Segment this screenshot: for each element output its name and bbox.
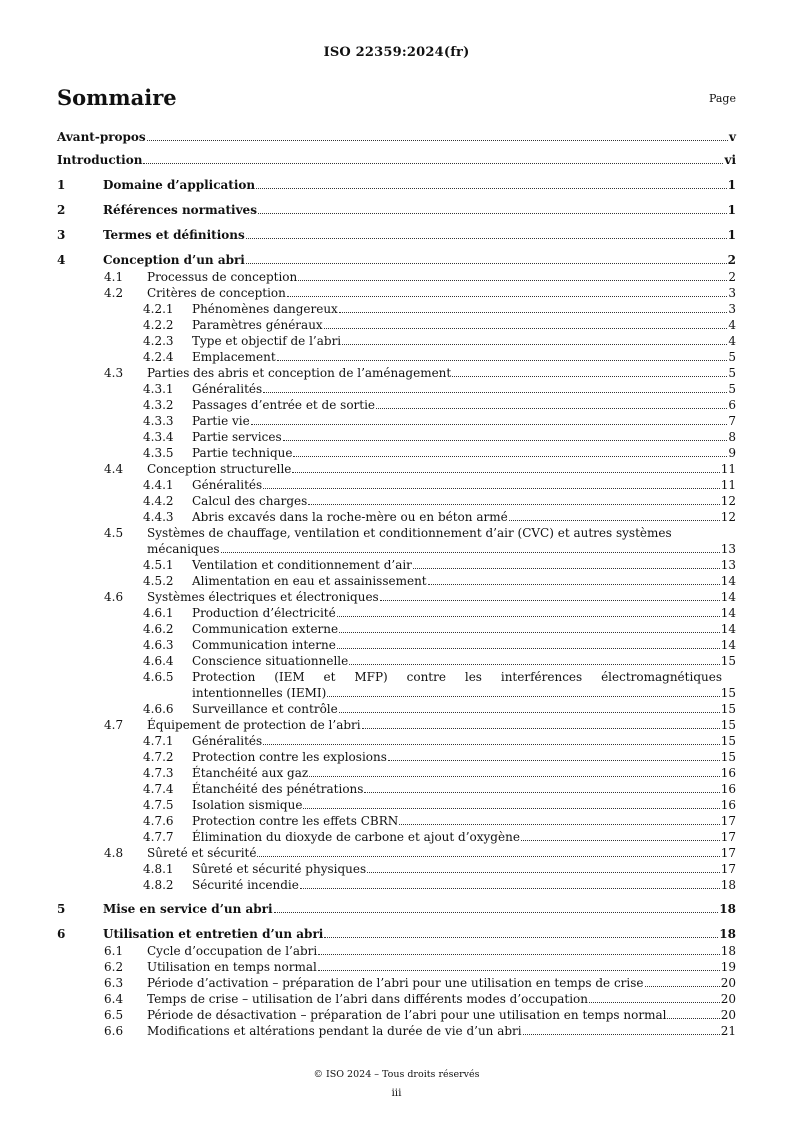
copyright-footer: © ISO 2024 – Tous droits réservés bbox=[313, 1069, 480, 1080]
toc-entry-page: 3 bbox=[728, 286, 736, 300]
toc-entry-number: 4 bbox=[57, 253, 66, 267]
toc-entry-title: Alimentation en eau et assainissement bbox=[192, 574, 427, 588]
toc-entry-title: Passages d’entrée et de sortie bbox=[192, 398, 376, 412]
toc-entry-page: 14 bbox=[720, 606, 736, 620]
toc-entry[interactable] bbox=[57, 493, 736, 509]
toc-entry-title: Partie services bbox=[192, 430, 282, 444]
toc-entry[interactable] bbox=[57, 333, 736, 349]
toc-entry-page: 20 bbox=[720, 976, 736, 990]
toc-entry-number: 4.6.1 bbox=[143, 606, 174, 620]
toc-entry[interactable] bbox=[57, 845, 736, 861]
toc-dot-leader bbox=[246, 237, 727, 239]
toc-entry-number: 4.6.6 bbox=[143, 702, 174, 716]
toc-entry[interactable] bbox=[57, 226, 736, 244]
toc-entry[interactable] bbox=[57, 557, 736, 573]
toc-entry-number: 4.7.4 bbox=[143, 782, 174, 796]
toc-entry-title: Ventilation et conditionnement d’air bbox=[192, 558, 412, 572]
toc-entry-page: 17 bbox=[720, 830, 736, 844]
toc-dot-leader bbox=[283, 439, 728, 441]
toc-entry-number: 2 bbox=[57, 203, 66, 217]
toc-entry-title: Généralités bbox=[192, 382, 263, 396]
toc-dot-leader bbox=[251, 423, 728, 425]
toc-dot-leader bbox=[287, 295, 727, 297]
toc-entry-number: 4.5 bbox=[104, 526, 124, 540]
toc-entry[interactable] bbox=[57, 797, 736, 813]
toc-entry-page: 1 bbox=[727, 228, 736, 242]
toc-entry[interactable] bbox=[57, 717, 736, 733]
toc-entry-page: 1 bbox=[727, 203, 736, 217]
toc-dot-leader bbox=[292, 471, 719, 473]
toc-entry-title: Phénomènes dangereux bbox=[192, 302, 338, 316]
toc-entry-number: 5 bbox=[57, 902, 66, 916]
toc-entry-title: Généralités bbox=[192, 478, 263, 492]
toc-dot-leader bbox=[258, 212, 727, 214]
toc-entry-number: 4.2.3 bbox=[143, 334, 174, 348]
toc-entry-title: Utilisation en temps normal bbox=[147, 960, 317, 974]
toc-entry[interactable] bbox=[57, 653, 736, 669]
toc-entry-number: 4.5.1 bbox=[143, 558, 174, 572]
toc-entry-title-continued: intentionnelles (IEMI) bbox=[192, 686, 327, 700]
toc-entry-title: Abris excavés dans la roche-mère ou en béton armé bbox=[192, 510, 508, 524]
toc-entry[interactable] bbox=[57, 959, 736, 975]
toc-dot-leader bbox=[337, 647, 720, 649]
page-column-label: Page bbox=[708, 92, 736, 105]
toc-entry-title: Emplacement bbox=[192, 350, 276, 364]
toc-entry-title: Surveillance et contrôle bbox=[192, 702, 338, 716]
toc-dot-leader bbox=[376, 407, 727, 409]
toc-entry-number: 4.8 bbox=[104, 846, 124, 860]
toc-entry-page: 7 bbox=[728, 414, 736, 428]
toc-entry[interactable] bbox=[57, 1007, 736, 1023]
toc-dot-leader bbox=[263, 743, 720, 745]
toc-entry-page: 17 bbox=[720, 862, 736, 876]
toc-entry[interactable] bbox=[57, 975, 736, 991]
toc-entry-number: 4.7.6 bbox=[143, 814, 174, 828]
toc-entry-title: Type et objectif de l’abri bbox=[192, 334, 342, 348]
toc-entry-page: 6 bbox=[728, 398, 736, 412]
toc-entry-page: 13 bbox=[720, 558, 736, 572]
toc-entry[interactable] bbox=[57, 589, 736, 605]
toc-entry-page: 20 bbox=[720, 1008, 736, 1022]
toc-entry-page: 11 bbox=[720, 462, 736, 476]
toc-entry-page: 15 bbox=[720, 750, 736, 764]
toc-dot-leader bbox=[388, 759, 720, 761]
toc-dot-leader bbox=[337, 615, 720, 617]
toc-entry-number: 4.2.1 bbox=[143, 302, 174, 316]
toc-entry-page: 17 bbox=[720, 846, 736, 860]
toc-entry-title-continued: mécaniques bbox=[147, 542, 220, 556]
toc-entry-title: Période d’activation – préparation de l’abri pour une utilisation en temps de crise bbox=[147, 976, 644, 990]
toc-entry[interactable] bbox=[57, 461, 736, 477]
toc-entry[interactable] bbox=[57, 128, 736, 146]
toc-dot-leader bbox=[263, 487, 720, 489]
toc-entry-title: Période de désactivation – préparation de l’abri pour une utilisation en temps normal bbox=[147, 1008, 667, 1022]
toc-dot-leader bbox=[523, 1033, 720, 1035]
toc-entry-number: 1 bbox=[57, 178, 66, 192]
toc-entry-number: 4.6 bbox=[104, 590, 124, 604]
toc-entry[interactable] bbox=[57, 749, 736, 765]
toc-dot-leader bbox=[413, 567, 720, 569]
document-header: ISO 22359:2024(fr) bbox=[323, 45, 470, 60]
toc-entry-title: Processus de conception bbox=[147, 270, 298, 284]
toc-entry[interactable] bbox=[57, 445, 736, 461]
toc-entry-number: 4.4.2 bbox=[143, 494, 174, 508]
toc-entry-page: 5 bbox=[728, 382, 736, 396]
toc-entry[interactable] bbox=[57, 991, 736, 1007]
toc-dot-leader bbox=[342, 343, 727, 345]
toc-entry-page: 12 bbox=[720, 494, 736, 508]
toc-entry-number: 4.7.1 bbox=[143, 734, 174, 748]
toc-entry-number: 4.4 bbox=[104, 462, 124, 476]
toc-dot-leader bbox=[147, 139, 728, 141]
toc-entry-title: Sûreté et sécurité physiques bbox=[192, 862, 367, 876]
toc-entry-title: Domaine d’application bbox=[103, 178, 256, 192]
toc-dot-leader bbox=[298, 279, 727, 281]
toc-entry-number: 4.8.2 bbox=[143, 878, 174, 892]
toc-entry-page: v bbox=[729, 130, 736, 144]
toc-dot-leader bbox=[428, 583, 720, 585]
toc-entry[interactable] bbox=[57, 176, 736, 194]
toc-dot-leader bbox=[364, 791, 719, 793]
toc-entry-page: 15 bbox=[720, 734, 736, 748]
toc-dot-leader bbox=[143, 162, 723, 164]
toc-dot-leader bbox=[318, 953, 719, 955]
toc-entry[interactable] bbox=[57, 349, 736, 365]
toc-dot-leader bbox=[300, 887, 720, 889]
toc-entry-page: 14 bbox=[720, 622, 736, 636]
toc-entry[interactable] bbox=[57, 151, 736, 169]
toc-entry-page: vi bbox=[724, 153, 736, 167]
toc-dot-leader bbox=[521, 839, 720, 841]
toc-entry-title: Communication externe bbox=[192, 622, 339, 636]
toc-dot-leader bbox=[324, 936, 718, 938]
toc-dot-leader bbox=[589, 1001, 720, 1003]
toc-entry[interactable] bbox=[57, 943, 736, 959]
toc-entry-number: 6.4 bbox=[104, 992, 124, 1006]
toc-dot-leader bbox=[293, 455, 727, 457]
toc-dot-leader bbox=[380, 599, 720, 601]
toc-entry-number: 4.7.3 bbox=[143, 766, 174, 780]
toc-dot-leader bbox=[339, 311, 728, 313]
toc-entry-number: 4.4.1 bbox=[143, 478, 174, 492]
toc-entry-title: Critères de conception bbox=[147, 286, 286, 300]
toc-entry-title: Introduction bbox=[57, 153, 143, 167]
toc-entry[interactable] bbox=[57, 813, 736, 829]
toc-entry-title: Termes et définitions bbox=[103, 228, 245, 242]
toc-dot-leader bbox=[362, 727, 720, 729]
toc-entry-number: 4.6.2 bbox=[143, 622, 174, 636]
toc-entry[interactable] bbox=[57, 669, 736, 701]
toc-entry-title: Partie vie bbox=[192, 414, 250, 428]
toc-dot-leader bbox=[308, 503, 719, 505]
toc-entry-title: Conception d’un abri bbox=[103, 253, 245, 267]
toc-dot-leader bbox=[277, 359, 728, 361]
toc-entry-page: 14 bbox=[720, 574, 736, 588]
toc-entry[interactable] bbox=[57, 285, 736, 301]
toc-entry-title: Protection contre les effets CBRN bbox=[192, 814, 399, 828]
toc-entry-page: 9 bbox=[728, 446, 736, 460]
toc-entry-page: 20 bbox=[720, 992, 736, 1006]
toc-dot-leader bbox=[645, 985, 720, 987]
toc-entry-title: Avant-propos bbox=[57, 130, 146, 144]
toc-entry-title: Sûreté et sécurité bbox=[147, 846, 257, 860]
toc-entry-page: 13 bbox=[720, 542, 736, 556]
toc-entry-title: Conscience situationnelle bbox=[192, 654, 349, 668]
toc-entry-number: 4.6.3 bbox=[143, 638, 174, 652]
toc-dot-leader bbox=[339, 711, 720, 713]
toc-entry-page: 16 bbox=[720, 798, 736, 812]
toc-entry-number: 4.3.1 bbox=[143, 382, 174, 396]
toc-dot-leader bbox=[339, 631, 720, 633]
toc-entry-title: Protection (IEM et MFP) contre les interférences électromagnétiques bbox=[192, 670, 722, 684]
toc-entry[interactable] bbox=[57, 251, 736, 269]
toc-entry[interactable] bbox=[57, 877, 736, 893]
toc-dot-leader bbox=[367, 871, 720, 873]
toc-entry-page: 5 bbox=[728, 350, 736, 364]
toc-entry-page: 3 bbox=[728, 302, 736, 316]
toc-entry[interactable] bbox=[57, 477, 736, 493]
toc-entry-page: 15 bbox=[720, 654, 736, 668]
toc-entry-page: 14 bbox=[720, 638, 736, 652]
toc-entry-page: 2 bbox=[728, 270, 736, 284]
toc-dot-leader bbox=[327, 695, 719, 697]
toc-entry[interactable] bbox=[57, 605, 736, 621]
toc-entry-title: Isolation sismique bbox=[192, 798, 303, 812]
toc-entry-page: 5 bbox=[728, 366, 736, 380]
page-title: Sommaire bbox=[57, 85, 177, 110]
toc-entry-number: 4.3.5 bbox=[143, 446, 174, 460]
toc-entry-number: 4.5.2 bbox=[143, 574, 174, 588]
toc-entry-title: Références normatives bbox=[103, 203, 257, 217]
toc-entry-page: 4 bbox=[728, 334, 736, 348]
toc-entry-page: 17 bbox=[720, 814, 736, 828]
toc-entry-number: 4.6.4 bbox=[143, 654, 174, 668]
toc-entry-title: Équipement de protection de l’abri bbox=[147, 718, 361, 732]
toc-entry[interactable] bbox=[57, 365, 736, 381]
toc-entry-number: 4.7 bbox=[104, 718, 124, 732]
toc-entry-number: 6.1 bbox=[104, 944, 124, 958]
page-number: iii bbox=[391, 1087, 402, 1099]
toc-entry-page: 15 bbox=[720, 718, 736, 732]
toc-dot-leader bbox=[303, 807, 719, 809]
toc-dot-leader bbox=[324, 327, 728, 329]
toc-entry-title: Modifications et altérations pendant la durée de vie d’un abri bbox=[147, 1024, 522, 1038]
toc-entry-page: 4 bbox=[728, 318, 736, 332]
toc-entry-title: Parties des abris et conception de l’aménagement bbox=[147, 366, 452, 380]
toc-dot-leader bbox=[274, 911, 719, 913]
toc-entry-page: 8 bbox=[728, 430, 736, 444]
toc-entry[interactable] bbox=[57, 397, 736, 413]
toc-entry-title: Systèmes électriques et électroniques bbox=[147, 590, 379, 604]
toc-dot-leader bbox=[309, 775, 720, 777]
toc-entry-number: 4.3.2 bbox=[143, 398, 174, 412]
toc-entry[interactable] bbox=[57, 317, 736, 333]
toc-entry-page: 16 bbox=[720, 766, 736, 780]
toc-entry-page: 18 bbox=[719, 902, 736, 916]
toc-dot-leader bbox=[257, 855, 719, 857]
toc-dot-leader bbox=[318, 969, 720, 971]
toc-entry-page: 14 bbox=[720, 590, 736, 604]
toc-entry[interactable] bbox=[57, 301, 736, 317]
toc-entry-page: 19 bbox=[720, 960, 736, 974]
toc-entry-number: 4.7.7 bbox=[143, 830, 174, 844]
toc-entry-number: 6 bbox=[57, 927, 66, 941]
toc-entry-number: 4.7.2 bbox=[143, 750, 174, 764]
toc-entry-page: 18 bbox=[719, 927, 736, 941]
toc-entry[interactable] bbox=[57, 269, 736, 285]
toc-entry-title: Conception structurelle bbox=[147, 462, 292, 476]
toc-entry-page: 12 bbox=[720, 510, 736, 524]
toc-entry-title: Étanchéité aux gaz bbox=[192, 766, 309, 780]
toc-entry[interactable] bbox=[57, 201, 736, 219]
toc-entry-number: 4.2 bbox=[104, 286, 124, 300]
toc-dot-leader bbox=[509, 519, 720, 521]
toc-entry[interactable] bbox=[57, 900, 736, 918]
toc-dot-leader bbox=[246, 262, 727, 264]
toc-entry[interactable] bbox=[57, 525, 736, 557]
toc-entry[interactable] bbox=[57, 781, 736, 797]
toc-entry[interactable] bbox=[57, 509, 736, 525]
toc-dot-leader bbox=[452, 375, 727, 377]
toc-entry-title: Production d’électricité bbox=[192, 606, 336, 620]
toc-entry[interactable] bbox=[57, 701, 736, 717]
toc-entry-number: 4.4.3 bbox=[143, 510, 174, 524]
toc-entry-page: 2 bbox=[727, 253, 736, 267]
toc-entry[interactable] bbox=[57, 1023, 736, 1039]
toc-entry-title: Mise en service d’un abri bbox=[103, 902, 273, 916]
toc-entry[interactable] bbox=[57, 381, 736, 397]
toc-entry-title: Utilisation et entretien d’un abri bbox=[103, 927, 324, 941]
toc-entry-number: 6.5 bbox=[104, 1008, 124, 1022]
toc-entry[interactable] bbox=[57, 861, 736, 877]
toc-entry-title: Paramètres généraux bbox=[192, 318, 323, 332]
toc-entry-title: Temps de crise – utilisation de l’abri dans différents modes d’occupation bbox=[147, 992, 589, 1006]
toc-entry-number: 4.3.3 bbox=[143, 414, 174, 428]
toc-entry-number: 4.6.5 bbox=[143, 670, 174, 684]
toc-entry-title: Systèmes de chauffage, ventilation et conditionnement d’air (CVC) et autres systèmes bbox=[147, 526, 672, 540]
toc-entry-page: 15 bbox=[720, 702, 736, 716]
toc-entry[interactable] bbox=[57, 429, 736, 445]
toc-dot-leader bbox=[263, 391, 727, 393]
toc-entry-number: 4.3.4 bbox=[143, 430, 174, 444]
toc-entry-page: 18 bbox=[720, 878, 736, 892]
toc-entry-number: 6.2 bbox=[104, 960, 124, 974]
toc-entry-number: 6.6 bbox=[104, 1024, 124, 1038]
toc-entry-number: 4.8.1 bbox=[143, 862, 174, 876]
toc-entry-title: Cycle d’occupation de l’abri bbox=[147, 944, 318, 958]
toc-entry[interactable] bbox=[57, 925, 736, 943]
toc-dot-leader bbox=[349, 663, 719, 665]
toc-entry-number: 4.2.4 bbox=[143, 350, 174, 364]
toc-entry-number: 4.7.5 bbox=[143, 798, 174, 812]
toc-entry-page: 18 bbox=[720, 944, 736, 958]
toc-entry[interactable] bbox=[57, 829, 736, 845]
toc-entry-title: Communication interne bbox=[192, 638, 336, 652]
toc-entry-number: 4.2.2 bbox=[143, 318, 174, 332]
toc-entry-page: 15 bbox=[720, 686, 736, 700]
toc-entry-title: Étanchéité des pénétrations bbox=[192, 782, 364, 796]
toc-entry-page: 11 bbox=[720, 478, 736, 492]
toc-dot-leader bbox=[256, 187, 727, 189]
toc-entry[interactable] bbox=[57, 621, 736, 637]
toc-entry-title: Calcul des charges bbox=[192, 494, 308, 508]
toc-entry-page: 1 bbox=[727, 178, 736, 192]
toc-entry-number: 4.1 bbox=[104, 270, 124, 284]
toc-entry-title: Partie technique bbox=[192, 446, 293, 460]
toc-dot-leader bbox=[399, 823, 719, 825]
toc-entry[interactable] bbox=[57, 573, 736, 589]
toc-entry[interactable] bbox=[57, 733, 736, 749]
toc-entry-title: Élimination du dioxyde de carbone et ajout d’oxygène bbox=[192, 830, 520, 844]
toc-entry[interactable] bbox=[57, 413, 736, 429]
toc-entry[interactable] bbox=[57, 765, 736, 781]
toc-entry-number: 4.3 bbox=[104, 366, 124, 380]
toc-entry-page: 16 bbox=[720, 782, 736, 796]
toc-dot-leader bbox=[221, 551, 720, 553]
toc-entry-number: 3 bbox=[57, 228, 66, 242]
toc-entry-title: Sécurité incendie bbox=[192, 878, 299, 892]
table-of-contents bbox=[57, 128, 736, 1039]
toc-entry-title: Généralités bbox=[192, 734, 263, 748]
toc-dot-leader bbox=[667, 1017, 719, 1019]
toc-entry-number: 6.3 bbox=[104, 976, 124, 990]
toc-entry-page: 21 bbox=[720, 1024, 736, 1038]
toc-entry-title: Protection contre les explosions bbox=[192, 750, 387, 764]
toc-entry[interactable] bbox=[57, 637, 736, 653]
